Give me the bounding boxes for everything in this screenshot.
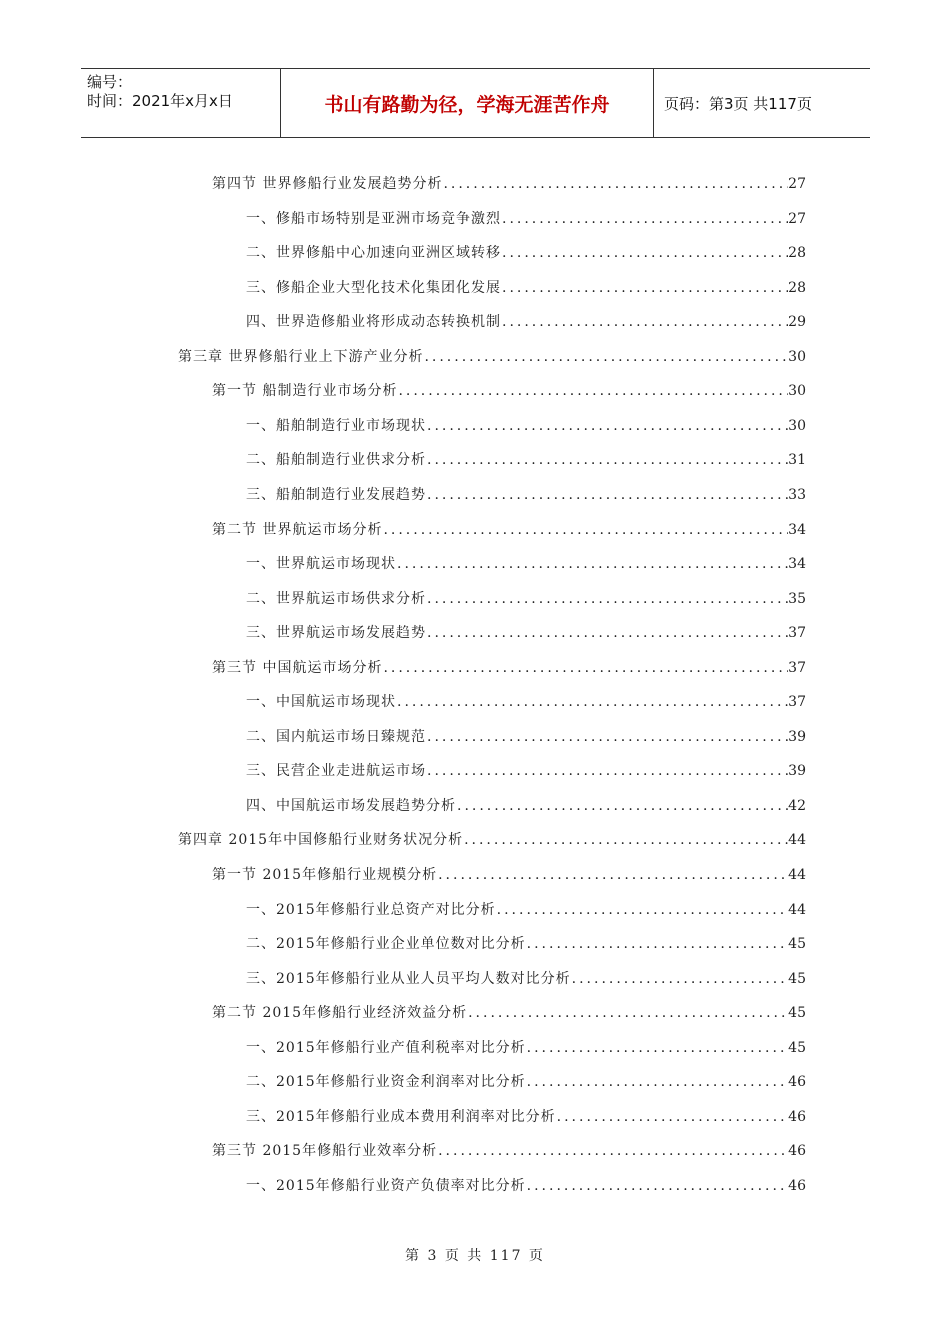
toc-entry-page: 37 bbox=[788, 625, 806, 642]
toc-entry[interactable] bbox=[246, 408, 806, 436]
toc-dot-leader bbox=[442, 174, 788, 194]
toc-dot-leader bbox=[426, 450, 788, 470]
toc-entry[interactable] bbox=[246, 546, 806, 574]
header-slogan: 书山有路勤为径，学海无涯苦作舟 bbox=[281, 69, 654, 137]
toc-entry-page: 39 bbox=[788, 763, 806, 780]
toc-dot-leader bbox=[426, 485, 788, 505]
toc-dot-leader bbox=[382, 520, 788, 540]
toc-entry-title: 一、2015年修船行业资产负债率对比分析 bbox=[246, 1177, 526, 1194]
toc-entry[interactable] bbox=[246, 788, 806, 816]
toc-dot-leader bbox=[556, 1107, 789, 1127]
toc-entry[interactable] bbox=[212, 995, 806, 1023]
toc-entry-title: 二、船舶制造行业供求分析 bbox=[246, 452, 426, 469]
toc-entry-title: 一、中国航运市场现状 bbox=[246, 694, 396, 711]
toc-entry[interactable] bbox=[246, 926, 806, 954]
toc-dot-leader bbox=[426, 623, 788, 643]
toc-entry-page: 35 bbox=[788, 590, 806, 607]
document-time-label: 时间：2021年x月x日 bbox=[87, 92, 233, 110]
toc-entry-title: 第三节 中国航运市场分析 bbox=[212, 659, 383, 676]
toc-entry[interactable] bbox=[212, 857, 806, 885]
toc-dot-leader bbox=[456, 796, 788, 816]
toc-dot-leader bbox=[467, 1003, 788, 1023]
toc-entry-title: 第四节 世界修船行业发展趋势分析 bbox=[212, 176, 443, 192]
toc-entry-title: 二、世界修船中心加速向亚洲区域转移 bbox=[246, 245, 501, 262]
toc-entry-title: 三、船舶制造行业发展趋势 bbox=[246, 486, 426, 503]
toc-entry[interactable] bbox=[246, 684, 806, 712]
toc-entry-page: 37 bbox=[788, 659, 806, 676]
toc-entry[interactable] bbox=[246, 304, 806, 332]
toc-entry[interactable] bbox=[212, 512, 806, 540]
toc-entry-page: 29 bbox=[788, 314, 806, 331]
toc-entry-title: 三、世界航运市场发展趋势 bbox=[246, 625, 426, 642]
toc-dot-leader bbox=[526, 934, 789, 954]
toc-entry[interactable] bbox=[246, 442, 806, 470]
toc-entry[interactable] bbox=[178, 822, 806, 850]
toc-entry-page: 30 bbox=[788, 348, 806, 365]
toc-entry-page: 30 bbox=[788, 417, 806, 434]
toc-entry-title: 第一节 2015年修船行业规模分析 bbox=[212, 867, 438, 883]
toc-entry-page: 46 bbox=[788, 1143, 806, 1160]
toc-dot-leader bbox=[382, 658, 788, 678]
toc-entry[interactable] bbox=[246, 270, 806, 298]
header-meta bbox=[81, 69, 281, 137]
toc-dot-leader bbox=[437, 1141, 788, 1161]
toc-entry-page: 27 bbox=[788, 176, 806, 192]
toc-entry[interactable] bbox=[178, 339, 806, 367]
toc-entry-page: 33 bbox=[788, 486, 806, 503]
toc-dot-leader bbox=[526, 1072, 789, 1092]
toc-entry[interactable] bbox=[246, 477, 806, 505]
toc-entry[interactable] bbox=[246, 615, 806, 643]
toc-entry[interactable] bbox=[212, 1133, 806, 1161]
toc-dot-leader bbox=[526, 1176, 789, 1196]
toc-dot-leader bbox=[496, 900, 789, 920]
toc-entry[interactable] bbox=[246, 1099, 806, 1127]
toc-entry[interactable] bbox=[246, 1064, 806, 1092]
header-page-label: 页码：第3页 共117页 bbox=[664, 94, 812, 113]
toc-entry[interactable] bbox=[212, 166, 806, 194]
toc-dot-leader bbox=[571, 969, 789, 989]
toc-dot-leader bbox=[526, 1038, 789, 1058]
toc-entry-title: 一、2015年修船行业产值利税率对比分析 bbox=[246, 1039, 526, 1056]
toc-dot-leader bbox=[396, 692, 788, 712]
toc-entry[interactable] bbox=[246, 892, 806, 920]
toc-entry-page: 44 bbox=[788, 901, 806, 918]
toc-dot-leader bbox=[501, 312, 788, 332]
toc-entry-page: 42 bbox=[788, 797, 806, 814]
toc-entry-page: 34 bbox=[788, 556, 806, 573]
toc-entry-title: 二、国内航运市场日臻规范 bbox=[246, 728, 426, 745]
toc-entry-title: 第二节 世界航运市场分析 bbox=[212, 521, 383, 538]
toc-entry-page: 46 bbox=[788, 1177, 806, 1194]
toc-entry[interactable] bbox=[212, 373, 806, 401]
toc-entry-title: 三、民营企业走进航运市场 bbox=[246, 763, 426, 780]
toc-entry-title: 三、2015年修船行业从业人员平均人数对比分析 bbox=[246, 970, 571, 987]
toc-entry-page: 45 bbox=[788, 970, 806, 987]
toc-dot-leader bbox=[463, 830, 788, 850]
toc-entry[interactable] bbox=[246, 961, 806, 989]
toc-dot-leader bbox=[501, 243, 788, 263]
toc-entry-page: 44 bbox=[788, 832, 806, 849]
toc-entry[interactable] bbox=[246, 201, 806, 229]
toc-entry-page: 37 bbox=[788, 694, 806, 711]
toc-dot-leader bbox=[396, 554, 788, 574]
toc-entry[interactable] bbox=[246, 753, 806, 781]
toc-entry[interactable] bbox=[246, 719, 806, 747]
toc-entry-title: 四、世界造修船业将形成动态转换机制 bbox=[246, 314, 501, 331]
toc-entry-page: 30 bbox=[788, 383, 806, 400]
toc-entry-title: 三、2015年修船行业成本费用利润率对比分析 bbox=[246, 1108, 556, 1125]
toc-dot-leader bbox=[397, 381, 788, 401]
toc-dot-leader bbox=[501, 209, 788, 229]
toc-entry-page: 45 bbox=[788, 1005, 806, 1022]
toc-entry-page: 45 bbox=[788, 936, 806, 953]
toc-entry-page: 28 bbox=[788, 279, 806, 296]
toc-dot-leader bbox=[426, 416, 788, 436]
toc-dot-leader bbox=[437, 865, 788, 885]
toc-entry[interactable] bbox=[246, 1030, 806, 1058]
toc-dot-leader bbox=[426, 761, 788, 781]
page-header bbox=[81, 68, 870, 138]
toc-entry-title: 二、2015年修船行业资金利润率对比分析 bbox=[246, 1074, 526, 1091]
toc-entry-title: 二、2015年修船行业企业单位数对比分析 bbox=[246, 936, 526, 953]
toc-entry-page: 27 bbox=[788, 210, 806, 227]
toc-entry-page: 34 bbox=[788, 521, 806, 538]
toc-entry[interactable] bbox=[246, 1168, 806, 1196]
toc-entry-page: 46 bbox=[788, 1074, 806, 1091]
toc-entry-page: 44 bbox=[788, 867, 806, 883]
toc-dot-leader bbox=[426, 727, 788, 747]
toc-entry-page: 28 bbox=[788, 245, 806, 262]
toc-entry-page: 46 bbox=[788, 1108, 806, 1125]
toc-entry[interactable] bbox=[246, 581, 806, 609]
toc-entry-title: 第三章 世界修船行业上下游产业分析 bbox=[178, 348, 424, 365]
toc-entry[interactable] bbox=[246, 235, 806, 263]
toc-entry-title: 三、修船企业大型化技术化集团化发展 bbox=[246, 279, 501, 296]
toc-entry-title: 四、中国航运市场发展趋势分析 bbox=[246, 797, 456, 814]
toc-entry-title: 第二节 2015年修船行业经济效益分析 bbox=[212, 1005, 468, 1022]
toc-entry-page: 31 bbox=[788, 452, 806, 469]
toc-entry[interactable] bbox=[212, 650, 806, 678]
toc-entry-title: 第一节 船制造行业市场分析 bbox=[212, 383, 398, 400]
toc-entry-page: 39 bbox=[788, 728, 806, 745]
toc-entry-page: 45 bbox=[788, 1039, 806, 1056]
toc-entry-title: 一、船舶制造行业市场现状 bbox=[246, 417, 426, 434]
toc-dot-leader bbox=[426, 589, 788, 609]
toc-entry-title: 二、世界航运市场供求分析 bbox=[246, 590, 426, 607]
toc-dot-leader bbox=[501, 278, 788, 298]
toc-entry-title: 第四章 2015年中国修船行业财务状况分析 bbox=[178, 832, 464, 849]
toc-entry-title: 一、2015年修船行业总资产对比分析 bbox=[246, 901, 496, 918]
toc-dot-leader bbox=[423, 347, 788, 367]
document-number-label: 编号： bbox=[87, 73, 133, 91]
toc-entry-title: 第三节 2015年修船行业效率分析 bbox=[212, 1143, 438, 1160]
page-footer: 第 3 页 共 117 页 bbox=[405, 1248, 545, 1264]
toc-entry-title: 一、世界航运市场现状 bbox=[246, 556, 396, 573]
toc-entry-title: 一、修船市场特别是亚洲市场竞争激烈 bbox=[246, 210, 501, 227]
